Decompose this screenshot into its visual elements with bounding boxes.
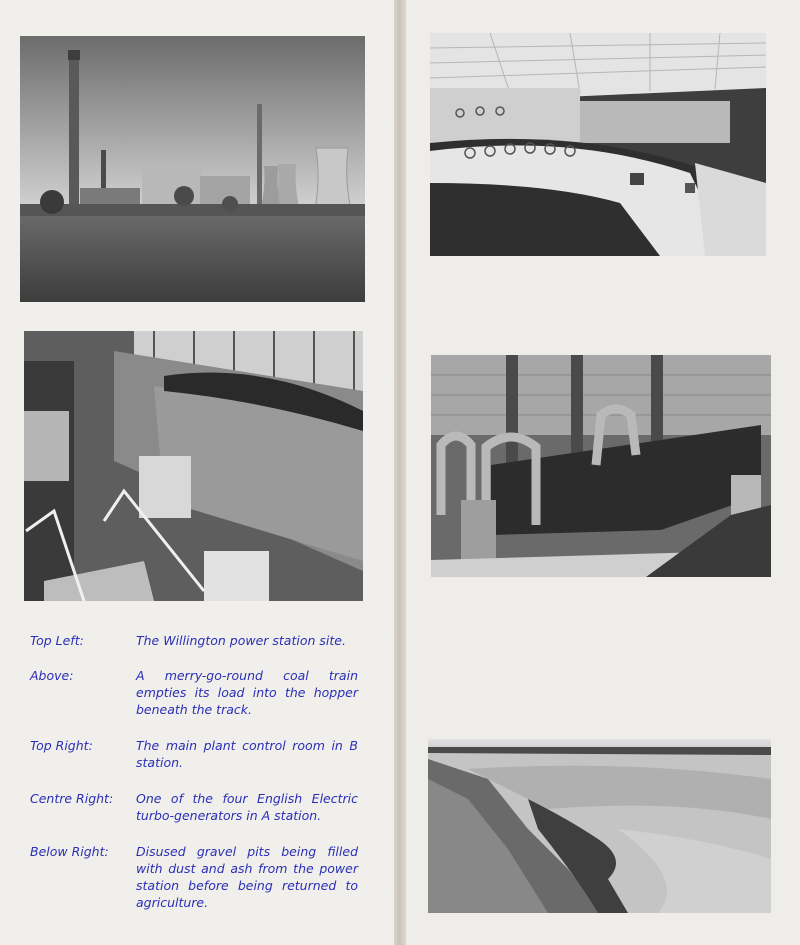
page-fold — [394, 0, 406, 945]
turbo-generator-photo — [431, 355, 771, 577]
coal-train-photo — [24, 331, 363, 601]
caption-text: A merry-go-round coal train empties its load into the hopper beneath the track. — [136, 668, 358, 717]
caption-text: Disused gravel pits being filled with dust and ash from the power station before being returned to agriculture. — [136, 844, 358, 910]
caption-label: Below Right: — [30, 844, 109, 859]
control-room-photo — [430, 33, 766, 256]
caption-label: Top Right: — [30, 738, 93, 753]
caption-label: Centre Right: — [30, 791, 114, 806]
power-station-site-photo — [20, 36, 365, 302]
gravel-pits-photo — [428, 739, 771, 913]
caption-text: The main plant control room in B station. — [136, 738, 358, 770]
caption-text: The Willington power station site. — [136, 633, 346, 648]
caption-label: Top Left: — [30, 633, 84, 648]
caption-label: Above: — [30, 668, 74, 683]
caption-text: One of the four English Electric turbo-generators in A station. — [136, 791, 358, 823]
